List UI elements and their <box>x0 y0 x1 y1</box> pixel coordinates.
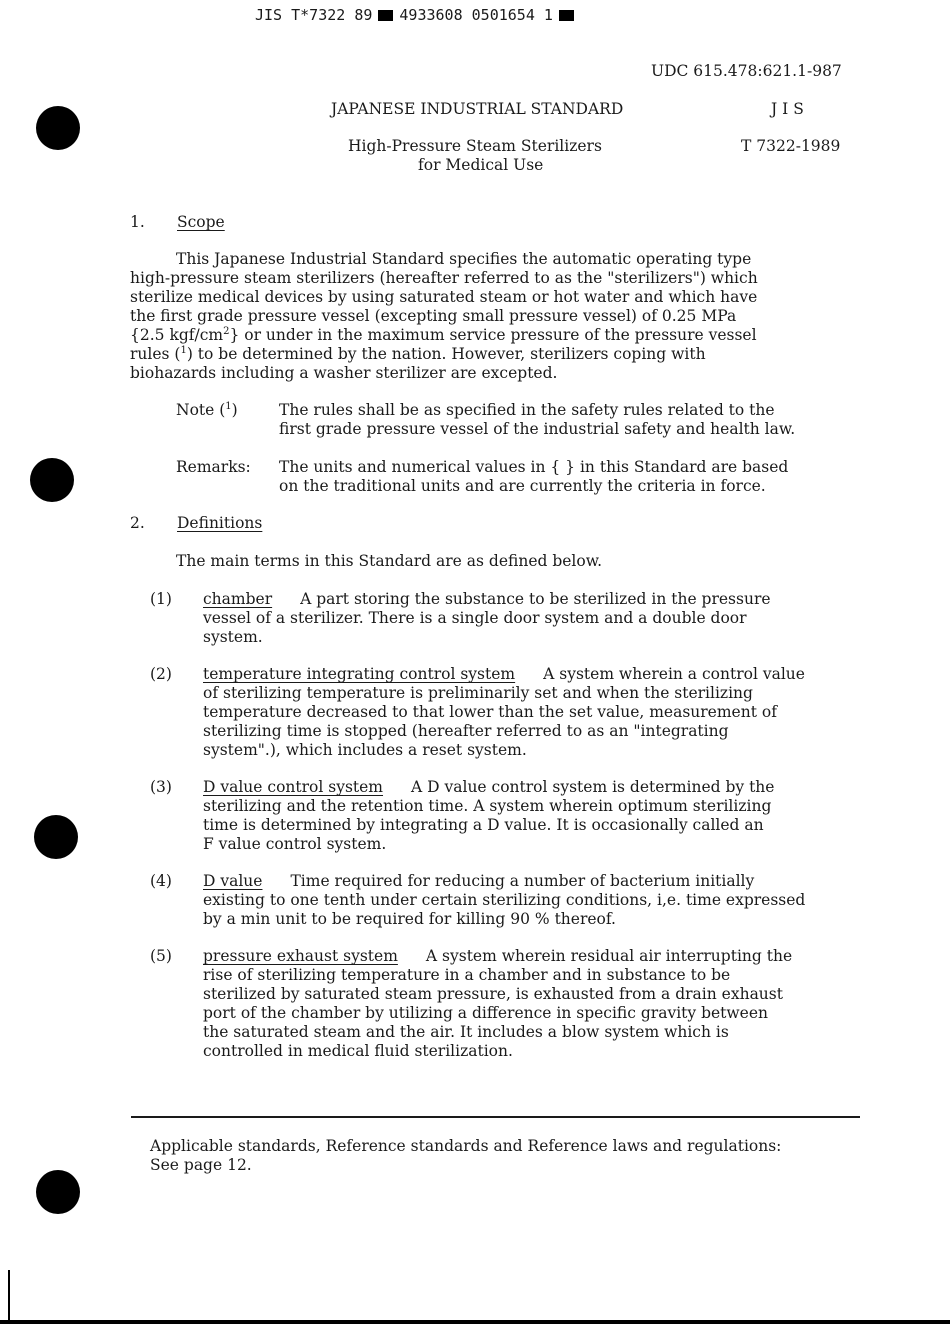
barcode-block-icon <box>378 10 393 21</box>
remarks-line: on the traditional units and are currently the criteria in force. <box>279 477 766 495</box>
definition-term: pressure exhaust system <box>203 947 398 965</box>
section-1-heading: Scope <box>177 213 225 231</box>
header-code <box>255 6 580 24</box>
scan-border-left <box>8 1270 10 1322</box>
barcode-block-icon <box>559 10 574 21</box>
definition-number: (1) <box>150 590 172 608</box>
section-2-number: 2. <box>130 514 145 532</box>
definition-term: temperature integrating control system <box>203 665 516 683</box>
definition-number: (2) <box>150 665 172 683</box>
punch-hole-3 <box>34 815 78 859</box>
scope-line: rules ($^1$) to be determined by the nation. However, sterilizers coping with <box>130 344 706 363</box>
footnote-divider <box>131 1116 860 1118</box>
punch-hole-1 <box>36 106 80 150</box>
standard-title: JAPANESE INDUSTRIAL STANDARD <box>331 100 624 118</box>
scope-line: biohazards including a washer sterilizer are excepted. <box>130 364 558 382</box>
scope-line: {2.5 kgf/$cm^2$} or under in the maximum service pressure of the pressure vessel <box>130 325 757 344</box>
scope-line: sterilize medical devices by using saturated steam or hot water and which have <box>130 288 758 306</box>
punch-hole-2 <box>30 458 74 502</box>
punch-hole-4 <box>36 1170 80 1214</box>
jis-mark: J I S <box>771 100 804 118</box>
remarks-line: The units and numerical values in { } in this Standard are based <box>279 458 789 476</box>
definitions-intro: The main terms in this Standard are as defined below. <box>176 552 603 570</box>
definition-number: (4) <box>150 872 172 890</box>
definition-term: D value control system <box>203 778 384 796</box>
scan-border-bottom <box>0 1320 950 1324</box>
section-2-heading: Definitions <box>177 514 263 532</box>
superscript-1: 1 <box>180 344 187 356</box>
scope-line: This Japanese Industrial Standard specifies the automatic operating type <box>176 250 752 268</box>
subject-line-2: for Medical Use <box>418 156 544 174</box>
udc-number: UDC 615.478:621.1-987 <box>651 62 842 80</box>
scope-line: high-pressure steam sterilizers (hereafter referred to as the "sterilizers") which <box>130 269 758 287</box>
definition-number: (3) <box>150 778 172 796</box>
definition-term: D value <box>203 872 263 890</box>
footnote-line: Applicable standards, Reference standards and Reference laws and regulations: <box>150 1137 782 1155</box>
scope-line: the first grade pressure vessel (excepting small pressure vessel) of 0.25 MPa <box>130 307 737 325</box>
header-code-part1: JIS T*7322 89 <box>255 6 373 24</box>
section-1-number: 1. <box>130 213 145 231</box>
remarks-label: Remarks: <box>176 458 251 476</box>
superscript-2: 2 <box>223 325 230 337</box>
note-line: The rules shall be as specified in the safety rules related to the <box>279 401 775 419</box>
definition-number: (5) <box>150 947 172 965</box>
footnote-line: See page 12. <box>150 1156 252 1174</box>
standard-number: T 7322-1989 <box>741 137 841 155</box>
subject-line-1: High-Pressure Steam Sterilizers <box>348 137 602 155</box>
definition-term: chamber <box>203 590 273 608</box>
note-line: first grade pressure vessel of the industrial safety and health law. <box>279 420 796 438</box>
header-code-part2: 4933608 0501654 1 <box>399 6 553 24</box>
note-label: Note ($^1$) <box>176 400 238 419</box>
